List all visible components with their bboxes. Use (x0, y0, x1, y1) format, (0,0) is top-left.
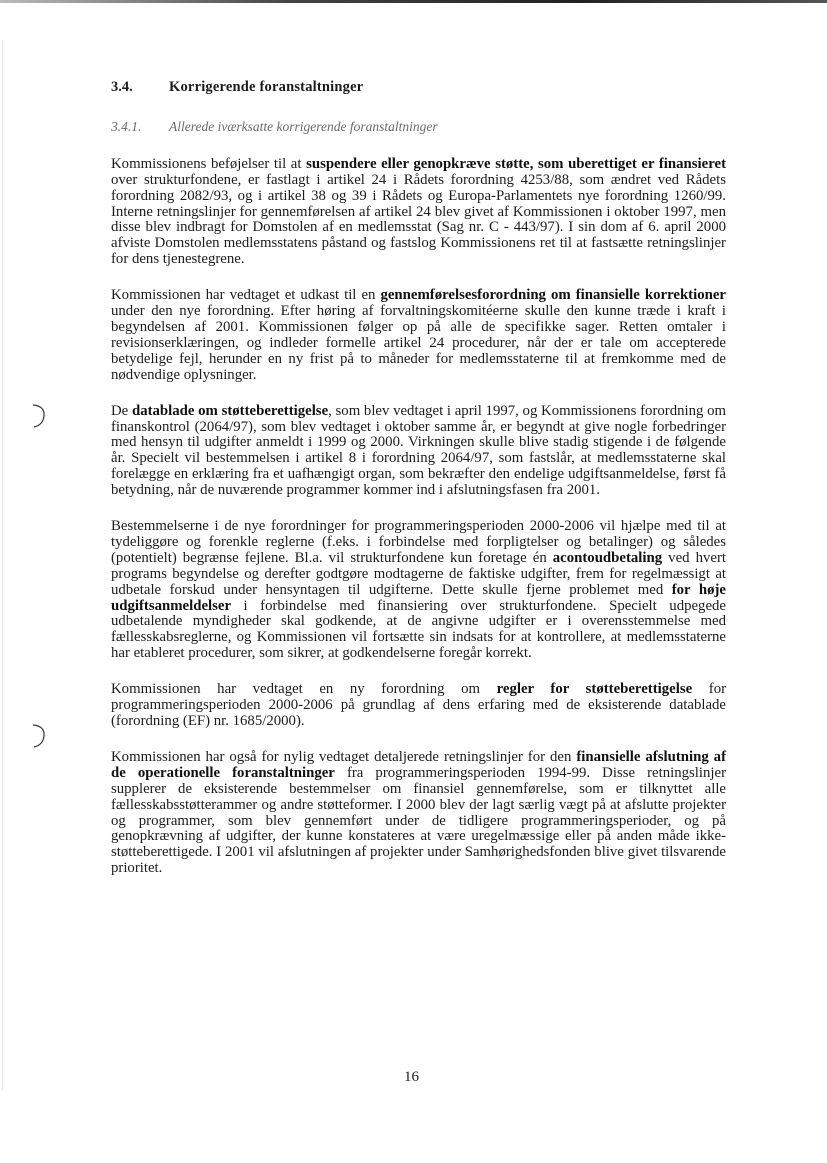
text-run: ved hvert programs begyndelse og derefter godtgøre modtagerne de faktiske udgifter, frem for regelmæssigt at udbetale forskud under hensyntagen til udgifterne. Dette skulle fjerne problemet med (111, 549, 726, 598)
punch-hole-mark-icon (30, 402, 50, 430)
body-paragraph (111, 519, 726, 662)
text-run: Kommissionen har vedtaget en ny forordning om (111, 681, 497, 698)
text-run: fra programmeringsperioden 1994-99. Disse retningslinjer supplerer de eksisterende bestemmelser om finansiel gennemførelse, som er tilknyttet alle fællesskabsstøtterammer og andre støtteformer. I 2000 blev der lagt særlig vægt på at afslutte projekter og programmer, som blev gennemført under de tidligere programmeringsperioder, og på genopkrævning af udgifter, der kunne konstateres at være uregelmæssige eller på anden måde ikke-støtteberettigede. I 2001 vil afslutningen af projekter under Samhørighedsfonden blive givet tilsvarende prioritet. (111, 764, 726, 877)
text-run: Kommissionens beføjelser til at (111, 155, 307, 172)
subsection-heading (111, 119, 726, 135)
page-number: 16 (404, 1069, 419, 1085)
section-title: Korrigerende foranstaltninger (169, 79, 364, 95)
bold-phrase: finansielle afslutning af de operationelle foranstaltninger (111, 748, 726, 781)
punch-hole-mark-icon (30, 722, 50, 750)
document-body (111, 80, 726, 897)
body-paragraph (111, 157, 726, 268)
body-paragraph (111, 288, 726, 383)
section-number: 3.4. (111, 79, 133, 95)
bold-phrase: gennemførelsesforordning om finansielle korrektioner (380, 287, 726, 304)
text-run: De (111, 402, 132, 419)
text-run: Kommissionen har vedtaget et udkast til en (111, 287, 381, 304)
section-heading (111, 80, 726, 96)
scan-left-edge (2, 40, 3, 1090)
body-paragraph (111, 404, 726, 499)
subsection-title: Allerede iværksatte korrigerende foranstaltninger (169, 118, 438, 134)
subsection-number: 3.4.1. (111, 118, 142, 134)
bold-phrase: for høje udgiftsanmeldelser (111, 581, 726, 614)
bold-phrase: acontoudbetaling (552, 549, 663, 566)
bold-phrase: regler for støtteberettigelse (496, 681, 693, 698)
text-run: , som blev vedtaget i april 1997, og Kommissionens forordning om finanskontrol (2064/97), som blev vedtaget i oktober samme år, er begyndt at give nogle forbedringer med hensyn til udgifter anmeldt i 1999 og 2000. Virkningen skulle blive stadig stigende i de følgende år. Specielt vil bestemmelsen i artikel 8 i forordning 2064/97, som fastslår, at medlemsstaterne skal forelægge en erklæring fra et uafhængigt organ, som bekræfter den endelige udgiftsanmeldelse, først få betydning, når de nuværende programmer kommer ind i afslutningsfasen fra 2001. (111, 402, 727, 499)
text-run: Bestemmelserne i de nye forordninger for programmeringsperioden 2000-2006 vil hjælpe med til at tydeliggøre og forenkle reglerne (f.eks. i forbindelse med forpligtelser og betalinger) og således (potentielt) begrænse fejlene. Bl.a. vil strukturfondene kun foretage én (111, 518, 726, 566)
text-run: i forbindelse med finansiering over strukturfondene. Specielt udpegede udbetalende myndigheder skal godkende, at de angivne udgifter er i overensstemmelse med fællesskabsreglerne, og Kommissionen vil fortsætte sin indsats for at kontrollere, at medlemsstaterne har etableret procedurer, som sikrer, at godkendelserne foregår korrekt. (111, 597, 726, 662)
text-run: for programmeringsperioden 2000-2006 på grundlag af dens erfaring med de eksisterende datablade (forordning (EF) nr. 1685/2000). (111, 681, 727, 729)
text-run: under den nye forordning. Efter høring af forvaltningskomitéerne skulle den kunne træde i kraft i begyndelsen af 2001. Kommissionen følger op på alle de specifikke sager. Retten omtaler i revisionserklæringen, og indleder formelle artikel 24 procedurer, når der er tale om accepterede betydelige fejl, herunder en ny frist på to måneder for medlemsstaterne til at fremkomme med de nødvendige oplysninger. (111, 303, 726, 383)
body-paragraph (111, 682, 726, 730)
bold-phrase: suspendere eller genopkræve støtte, som uberettiget er finansieret (306, 155, 727, 172)
scan-top-border (0, 0, 827, 3)
text-run: over strukturfondene, er fastlagt i artikel 24 i Rådets forordning 4253/88, som ændret ved Rådets forordning 2082/93, og i artikel 38 og 39 i Rådets og Europa-Parlamentets nye forordning 1260/99. Interne retningslinjer for gennemførelsen af artikel 24 blev givet af Kommissionen i oktober 1997, men disse blev indbragt for Domstolen af en medlemsstat (Sag nr. C - 443/97). I sin dom af 6. april 2000 afviste Domstolen medlemsstatens påstand og fastslog Kommissionens ret til at fastsætte retningslinjer for dens tjenestegrene. (111, 171, 726, 268)
text-run: Kommissionen har også for nylig vedtaget detaljerede retningslinjer for den (111, 748, 577, 765)
body-paragraph (111, 750, 726, 877)
paragraph-list (111, 157, 726, 877)
bold-phrase: datablade om støtteberettigelse (131, 402, 329, 419)
